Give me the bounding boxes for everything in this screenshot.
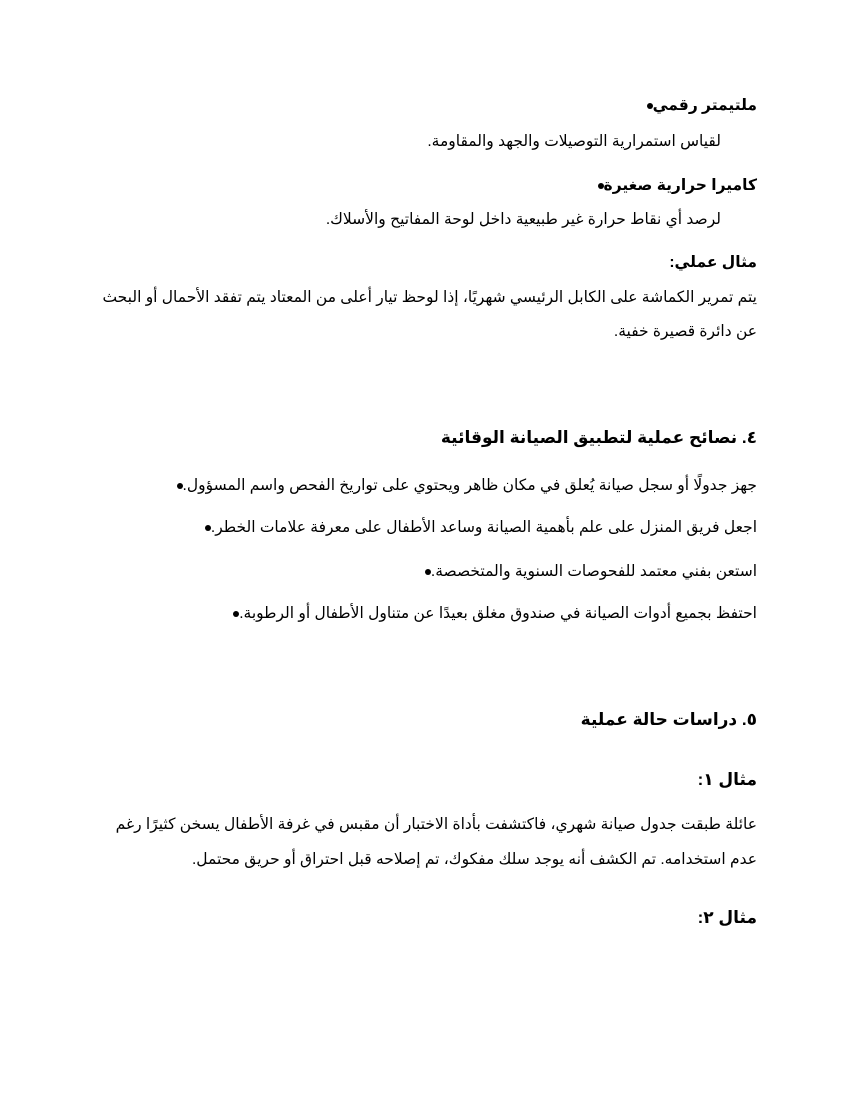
case-text-line: عائلة طبقت جدول صيانة شهري، فاكتشفت بأداة الاختبار أن مقبس في غرفة الأطفال يسخن كثيرًا رغم <box>115 816 757 833</box>
list-item <box>219 603 757 625</box>
case-label: مثال ٢: <box>697 908 757 927</box>
example-text-line: عن دائرة قصيرة خفية. <box>613 323 757 340</box>
example-heading: مثال عملي: <box>669 254 757 271</box>
list-item <box>191 517 757 539</box>
tool-description: لرصد أي نقاط حرارة غير طبيعية داخل لوحة المفاتيح والأسلاك. <box>325 211 721 228</box>
tool-title: ملتيمتر رقمي <box>652 97 757 114</box>
bullet-icon <box>425 569 431 575</box>
bullet-icon <box>647 103 653 109</box>
tool-title: كاميرا حرارية صغيرة <box>603 177 757 194</box>
section-heading-case-studies: ٥. دراسات حالة عملية <box>580 710 757 729</box>
case-text-line: عدم استخدامه. تم الكشف أنه يوجد سلك مفكوك، تم إصلاحه قبل احتراق أو حريق محتمل. <box>191 851 757 868</box>
example-text-line: يتم تمرير الكماشة على الكابل الرئيسي شهريًا، إذا لوحظ تيار أعلى من المعتاد يتم تفقد الأحمال أو البحث <box>102 289 757 306</box>
list-item-text: اجعل فريق المنزل على علم بأهمية الصيانة وساعد الأطفال على معرفة علامات الخطر. <box>210 519 757 536</box>
list-item <box>163 475 757 497</box>
tool-item-multimeter <box>633 95 757 117</box>
list-item-text: استعن بفني معتمد للفحوصات السنوية والمتخصصة. <box>430 563 757 580</box>
tool-item-thermal-camera <box>584 175 757 197</box>
case-label: مثال ١: <box>697 770 757 789</box>
list-item <box>411 561 757 583</box>
list-item-text: احتفظ بجميع أدوات الصيانة في صندوق مغلق بعيدًا عن متناول الأطفال أو الرطوبة. <box>239 605 757 622</box>
bullet-icon <box>177 483 183 489</box>
bullet-icon <box>205 525 211 531</box>
tool-description: لقياس استمرارية التوصيلات والجهد والمقاومة. <box>427 133 721 150</box>
list-item-text: جهز جدولًا أو سجل صيانة يُعلق في مكان ظاهر ويحتوي على تواريخ الفحص واسم المسؤول. <box>182 477 757 494</box>
section-heading-tips: ٤. نصائح عملية لتطبيق الصيانة الوقائية <box>440 428 757 447</box>
bullet-icon <box>598 183 604 189</box>
